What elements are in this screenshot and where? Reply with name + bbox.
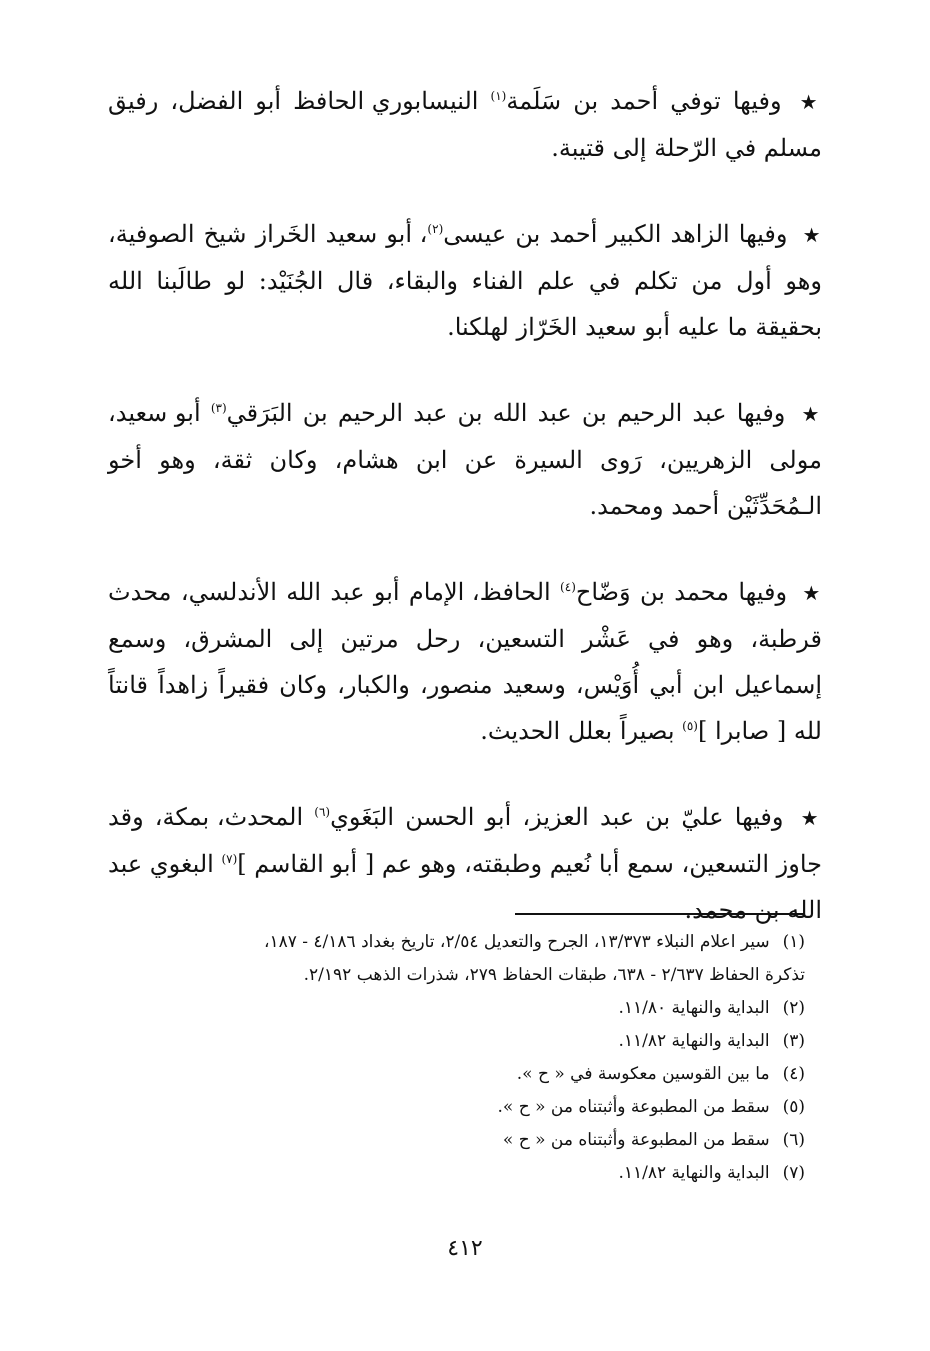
footnote-text: البداية والنهاية ١١/٨٢.: [618, 1031, 770, 1051]
footnote-item: [108, 1058, 805, 1091]
footnote-text: البداية والنهاية ١١/٨٢.: [618, 1163, 770, 1183]
footnote-ref[interactable]: (٤): [560, 580, 576, 594]
footnote-item: [108, 1157, 805, 1190]
entry-text: بصيراً بعلل الحديث.: [480, 717, 675, 745]
footnote-item: [108, 926, 805, 959]
entry-text: وفيها توفي أحمد بن سَلَمة: [506, 87, 782, 115]
star-icon: ★: [802, 581, 822, 605]
page-number: ٤١٢: [447, 1236, 483, 1261]
footnote-text: سير اعلام النبلاء ١٣/٣٧٣، الجرح والتعديل ٢/٥٤، تاريخ بغداد ٤/١٨٦ - ١٨٧،: [263, 932, 770, 952]
footnote-number: (٦): [782, 1130, 805, 1150]
entry-text: وفيها عبد الرحيم بن عبد الله بن عبد الرحيم بن البَرَقي: [226, 399, 786, 427]
star-icon: ★: [802, 223, 822, 247]
footnote-text: ما بين القوسين معكوسة في « ح ».: [516, 1064, 770, 1084]
entry-text: المحدث، بمكة، وقد جاوز التسعين، سمع أبا نُعيم وطبقته، وهو عم [ أبو القاسم ]: [108, 803, 822, 878]
footnote-divider: [515, 913, 805, 915]
entry-ahmad-ibn-salama: [108, 78, 822, 171]
footnote-item: [108, 1124, 805, 1157]
entry-text: البغوي عبد الله بن محمد.: [108, 850, 822, 924]
footnote-number: (٢): [782, 998, 805, 1018]
footnote-text: البداية والنهاية ١١/٨٠.: [618, 998, 770, 1018]
footnote-number: (٣): [782, 1031, 805, 1051]
footnote-ref[interactable]: (١): [490, 89, 507, 103]
footnote-item: [108, 1025, 805, 1058]
entry-text: النيسابوري الحافظ أبو الفضل، رفيق مسلم في الرّحلة إلى قتيبة.: [108, 87, 822, 162]
entry-muhammad-ibn-waddah: [108, 569, 822, 754]
entry-ahmad-ibn-isa: [108, 211, 822, 350]
star-icon: ★: [800, 806, 823, 830]
entry-text: أبو سعيد، مولى الزهريين، رَوى السيرة عن ابن هشام، وكان ثقة، وهو أخو الـمُحَدِّثَيْن أحمد ومحمد.: [108, 399, 822, 520]
footnote-ref[interactable]: (٧): [221, 852, 238, 866]
entry-text: وفيها عليّ بن عبد العزيز، أبو الحسن البَغَوي: [330, 803, 784, 831]
footnote-item: [108, 992, 805, 1025]
footnote-ref[interactable]: (٣): [210, 401, 227, 415]
footnote-ref[interactable]: (٦): [314, 805, 331, 819]
star-icon: ★: [799, 90, 822, 114]
footnote-number: (٤): [782, 1064, 805, 1084]
footnote-item: [108, 1091, 805, 1124]
footnote-number: (١): [782, 932, 805, 952]
footnote-continuation: تذكرة الحفاظ ٢/٦٣٧ - ٦٣٨، طبقات الحفاظ ٢٧٩، شذرات الذهب ٢/١٩٢.: [303, 965, 805, 985]
footnote-ref[interactable]: (٢): [427, 222, 444, 236]
footnotes: [108, 926, 805, 1190]
entry-text: ، أبو سعيد الخَراز شيخ الصوفية، وهو أول من تكلم في علم الفناء والبقاء، قال الجُنَيْد: لو طالَبنا الله بحقيقة ما عليه أبو سعيد الخَرّاز لهلكنا.: [108, 220, 822, 341]
footnote-number: (٧): [782, 1163, 805, 1183]
entry-text: وفيها الزاهد الكبير أحمد بن عيسى: [443, 220, 788, 248]
entry-text: الحافظ، الإمام أبو عبد الله الأندلسي، محدث قرطبة، وهو في عَشْر التسعين، رحل مرتين إلى المشرق، وسمع إسماعيل ابن أبي أُوَيْس، وسعيد منصور، والكبار، وكان فقيراً زاهداً قانتاً لله [ صابرا ]: [108, 578, 822, 745]
main-text: [108, 78, 822, 973]
footnote-text: سقط من المطبوعة وأثبتناه من « ح »: [502, 1130, 770, 1150]
footnote-ref[interactable]: (٥): [682, 719, 698, 733]
footnote-text: سقط من المطبوعة وأثبتناه من « ح ».: [497, 1097, 770, 1117]
footnote-number: (٥): [782, 1097, 805, 1117]
entry-abd-al-rahim: [108, 390, 822, 529]
star-icon: ★: [801, 402, 822, 426]
entry-text: وفيها محمد بن وَضّاح: [575, 578, 788, 606]
